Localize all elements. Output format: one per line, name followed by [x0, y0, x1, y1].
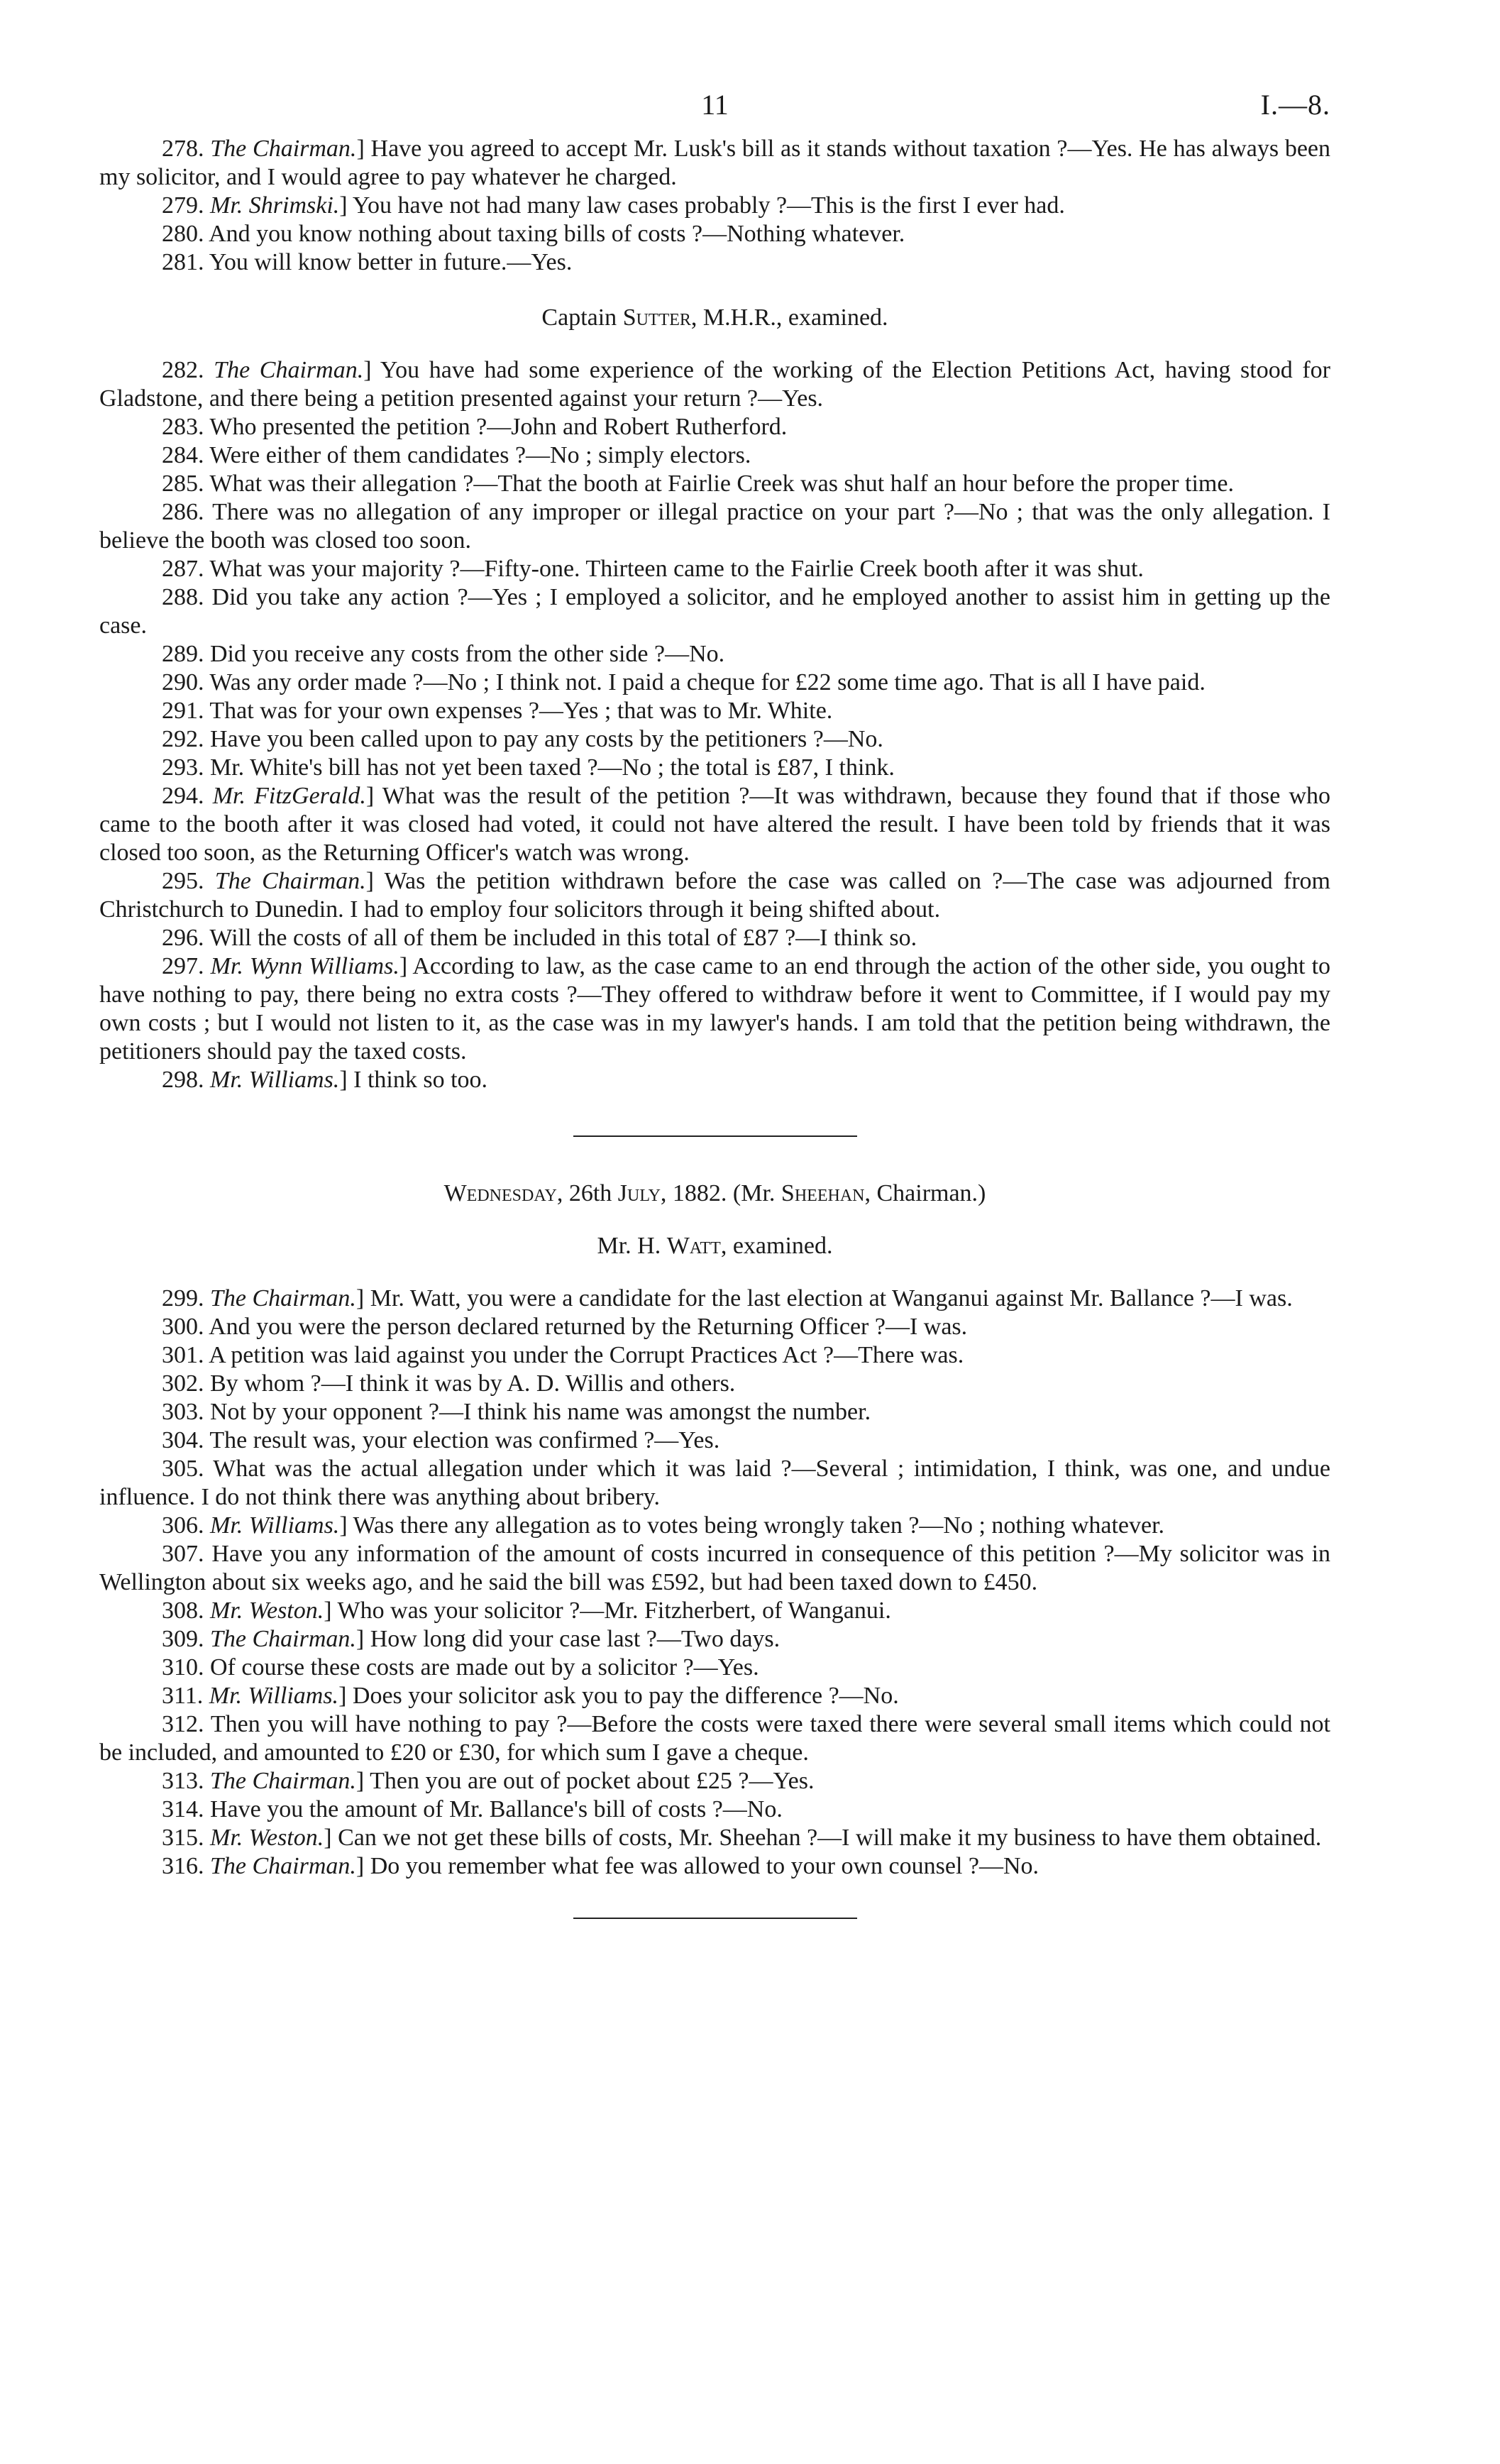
speaker-name: Mr. Wynn Williams. — [210, 953, 399, 979]
question-text: ] Mr. Watt, you were a candidate for the last election at Wanganui against Mr. Ballance ?—I was. — [355, 1285, 1293, 1311]
question-paragraph — [99, 1795, 1330, 1824]
question-number: 296. — [162, 925, 204, 951]
witness-heading-watt — [99, 1232, 1330, 1260]
question-text: ] How long did your case last ?—Two days. — [355, 1626, 781, 1652]
question-text: Did you receive any costs from the other side ?—No. — [210, 641, 725, 667]
question-paragraph — [99, 1285, 1330, 1313]
question-text: A petition was laid against you under the Corrupt Practices Act ?—There was. — [209, 1342, 964, 1368]
heading-prefix: Captain — [541, 304, 623, 331]
question-text: Mr. White's bill has not yet been taxed ?—No ; the total is £87, I think. — [210, 754, 895, 781]
speaker-name: Mr. Weston. — [210, 1825, 324, 1851]
question-paragraph — [99, 1654, 1330, 1682]
section-divider — [573, 1135, 857, 1137]
question-number: 306. — [162, 1512, 204, 1539]
question-text: Of course these costs are made out by a solicitor ?—Yes. — [210, 1654, 759, 1681]
question-paragraph — [99, 1540, 1330, 1597]
question-text: ] Does your solicitor ask you to pay the difference ?—No. — [338, 1683, 899, 1709]
page-header — [99, 91, 1330, 135]
question-number: 288. — [162, 584, 204, 610]
question-text: The result was, your election was confirmed ?—Yes. — [209, 1427, 720, 1453]
document-page — [99, 91, 1330, 1962]
question-paragraph — [99, 220, 1330, 248]
chairman-name: Sheehan — [781, 1180, 865, 1206]
date-day: , 26th — [556, 1180, 618, 1206]
question-paragraph — [99, 441, 1330, 470]
question-paragraph — [99, 924, 1330, 952]
question-paragraph — [99, 640, 1330, 669]
question-number: 287. — [162, 556, 204, 582]
question-text: Have you been called upon to pay any costs by the petitioners ?—No. — [210, 726, 883, 752]
question-paragraph — [99, 1682, 1330, 1710]
question-text: ] Then you are out of pocket about £25 ?—Yes. — [355, 1768, 815, 1794]
question-text: And you were the person declared returned by the Returning Officer ?—I was. — [209, 1314, 968, 1340]
question-text: Who presented the petition ?—John and Robert Rutherford. — [209, 414, 788, 440]
question-text: ] Do you remember what fee was allowed to your own counsel ?—No. — [355, 1853, 1039, 1879]
weekday: Wednesday — [443, 1180, 557, 1206]
question-number: 314. — [162, 1796, 204, 1822]
question-paragraph — [99, 555, 1330, 583]
question-paragraph — [99, 1852, 1330, 1881]
question-paragraph — [99, 1455, 1330, 1512]
question-text: That was for your own expenses ?—Yes ; that was to Mr. White. — [209, 698, 833, 724]
speaker-name: Mr. FitzGerald. — [212, 783, 366, 809]
speaker-name: The Chairman. — [210, 1626, 356, 1652]
question-number: 284. — [162, 442, 204, 468]
question-number: 301. — [162, 1342, 204, 1368]
speaker-name: The Chairman. — [214, 357, 364, 383]
question-text: Did you take any action ?—Yes ; I employed a solicitor, and he employed another to assist him in getting up the case. — [99, 584, 1330, 639]
question-number: 292. — [162, 726, 204, 752]
witness-heading-sutter — [99, 304, 1330, 332]
speaker-name: The Chairman. — [210, 1768, 356, 1794]
month: July — [617, 1180, 661, 1206]
question-paragraph — [99, 754, 1330, 782]
question-number: 313. — [162, 1768, 204, 1794]
question-number: 278. — [162, 136, 204, 162]
question-number: 315. — [162, 1825, 204, 1851]
question-text: And you know nothing about taxing bills of costs ?—Nothing whatever. — [209, 221, 905, 247]
question-text: Were either of them candidates ?—No ; simply electors. — [209, 442, 751, 468]
question-paragraph — [99, 952, 1330, 1066]
speaker-name: The Chairman. — [210, 136, 357, 162]
question-paragraph — [99, 697, 1330, 725]
question-number: 295. — [162, 868, 204, 894]
section-watt-questions — [99, 1285, 1330, 1881]
question-text: Have you any information of the amount of costs incurred in consequence of this petition ?—My solicitor was in Wellington about six weeks ago, and he said the bill was £592, but had been taxed down to £450. — [99, 1541, 1331, 1595]
question-number: 298. — [162, 1067, 204, 1093]
question-number: 289. — [162, 641, 204, 667]
question-text: There was no allegation of any improper or illegal practice on your part ?—No ; that was the only allegation. I believe the booth was closed too soon. — [99, 499, 1330, 554]
question-text: Will the costs of all of them be included in this total of £87 ?—I think so. — [209, 925, 917, 951]
speaker-name: Mr. Williams. — [209, 1683, 339, 1709]
question-number: 294. — [162, 783, 204, 809]
question-text: ] Was there any allegation as to votes being wrongly taken ?—No ; nothing whatever. — [339, 1512, 1165, 1539]
question-text: Not by your opponent ?—I think his name was amongst the number. — [210, 1399, 871, 1425]
speaker-name: The Chairman. — [210, 1285, 356, 1311]
question-number: 309. — [162, 1626, 204, 1652]
question-text: ] What was the result of the petition ?—It was withdrawn, because they found that if those who came to the booth after it was closed had voted, it could not have altered the result. I have been told by friends that it was closed too soon, as the Returning Officer's watch was wrong. — [99, 783, 1331, 866]
question-number: 297. — [162, 953, 204, 979]
speaker-name: Mr. Shrimski. — [210, 192, 340, 219]
question-paragraph — [99, 1767, 1330, 1795]
question-number: 304. — [162, 1427, 204, 1453]
question-paragraph — [99, 1066, 1330, 1094]
question-text: ] You have not had many law cases probably ?—This is the first I ever had. — [339, 192, 1065, 219]
question-number: 299. — [162, 1285, 204, 1311]
section-lusk-questions — [99, 135, 1330, 277]
speaker-name: Mr. Williams. — [210, 1067, 340, 1093]
document-code: I.—8. — [1260, 89, 1330, 121]
question-text: Then you will have nothing to pay ?—Before the costs were taxed there were several small items which could not be included, and amounted to £20 or £30, for which sum I gave a cheque. — [99, 1711, 1331, 1766]
question-paragraph — [99, 498, 1330, 555]
witness-name: Sutter — [622, 304, 691, 331]
question-number: 300. — [162, 1314, 204, 1340]
chairman-suffix: , Chairman.) — [864, 1180, 986, 1206]
question-number: 279. — [162, 192, 204, 219]
question-paragraph — [99, 1398, 1330, 1426]
date-year: , 1882. (Mr. — [660, 1180, 781, 1206]
speaker-name: Mr. Weston. — [210, 1597, 324, 1624]
question-text: Have you the amount of Mr. Ballance's bill of costs ?—No. — [210, 1796, 783, 1822]
question-number: 286. — [162, 499, 204, 525]
page-number: 11 — [701, 89, 729, 121]
question-number: 291. — [162, 698, 204, 724]
question-paragraph — [99, 135, 1330, 192]
speaker-name: The Chairman. — [210, 1853, 356, 1879]
question-text: What was your majority ?—Fifty-one. Thirteen came to the Fairlie Creek booth after it was shut. — [209, 556, 1144, 582]
question-number: 281. — [162, 249, 204, 275]
question-number: 282. — [162, 357, 204, 383]
speaker-name: The Chairman. — [214, 868, 366, 894]
question-paragraph — [99, 1370, 1330, 1398]
question-number: 311. — [162, 1683, 204, 1709]
question-number: 307. — [162, 1541, 204, 1567]
question-number: 302. — [162, 1370, 204, 1397]
question-paragraph — [99, 470, 1330, 498]
question-text: ] You have had some experience of the working of the Election Petitions Act, having stood for Gladstone, and there being a petition presented against your return ?—Yes. — [99, 357, 1330, 412]
question-number: 290. — [162, 669, 204, 695]
question-paragraph — [99, 1426, 1330, 1455]
question-paragraph — [99, 356, 1330, 413]
sitting-date-heading — [99, 1179, 1330, 1208]
question-text: ] Can we not get these bills of costs, Mr. Sheehan ?—I will make it my business to have them obtained. — [324, 1825, 1322, 1851]
witness-name: Watt — [666, 1233, 721, 1259]
question-text: ] Have you agreed to accept Mr. Lusk's bill as it stands without taxation ?—Yes. He has always been my solicitor, and I would agree to pay whatever he charged. — [99, 136, 1331, 190]
question-paragraph — [99, 1597, 1330, 1625]
question-paragraph — [99, 782, 1330, 867]
question-paragraph — [99, 725, 1330, 754]
closing-divider — [573, 1918, 857, 1919]
question-paragraph — [99, 669, 1330, 697]
question-paragraph — [99, 1710, 1330, 1767]
question-paragraph — [99, 248, 1330, 277]
question-text: ] According to law, as the case came to an end through the action of the other side, you ought to have nothing to pay, there being no extra costs ?—They offered to withdraw before it went to Committee, if I would pay my own costs ; but I would not listen to it, as the case was in my lawyer's hands. I am told that the petition being withdrawn, the petitioners should pay the taxed costs. — [99, 953, 1331, 1065]
question-paragraph — [99, 1313, 1330, 1341]
question-text: What was the actual allegation under which it was laid ?—Several ; intimidation, I think, was one, and undue influence. I do not think there was anything about bribery. — [99, 1456, 1330, 1510]
question-paragraph — [99, 413, 1330, 441]
question-paragraph — [99, 583, 1330, 640]
question-text: ] Who was your solicitor ?—Mr. Fitzherbert, of Wanganui. — [324, 1597, 891, 1624]
question-paragraph — [99, 1824, 1330, 1852]
section-sutter-questions — [99, 356, 1330, 1094]
question-paragraph — [99, 867, 1330, 924]
question-number: 285. — [162, 471, 204, 497]
question-text: You will know better in future.—Yes. — [209, 249, 573, 275]
question-number: 305. — [162, 1456, 204, 1482]
question-number: 310. — [162, 1654, 204, 1681]
question-number: 293. — [162, 754, 204, 781]
question-paragraph — [99, 1512, 1330, 1540]
question-text: ] Was the petition withdrawn before the case was called on ?—The case was adjourned from Christchurch to Dunedin. I had to employ four solicitors through it being shifted about. — [99, 868, 1330, 923]
speaker-name: Mr. Williams. — [210, 1512, 340, 1539]
question-number: 312. — [162, 1711, 204, 1737]
question-text: ] I think so too. — [339, 1067, 488, 1093]
question-paragraph — [99, 1625, 1330, 1654]
question-paragraph — [99, 1341, 1330, 1370]
question-number: 308. — [162, 1597, 204, 1624]
question-number: 316. — [162, 1853, 204, 1879]
heading-suffix: , examined. — [720, 1233, 833, 1259]
question-number: 283. — [162, 414, 204, 440]
question-text: By whom ?—I think it was by A. D. Willis and others. — [210, 1370, 736, 1397]
question-number: 303. — [162, 1399, 204, 1425]
heading-prefix: Mr. H. — [597, 1233, 667, 1259]
question-paragraph — [99, 192, 1330, 220]
question-text: What was their allegation ?—That the booth at Fairlie Creek was shut half an hour before the proper time. — [209, 471, 1234, 497]
question-number: 280. — [162, 221, 204, 247]
heading-suffix: , M.H.R., examined. — [690, 304, 888, 331]
question-text: Was any order made ?—No ; I think not. I paid a cheque for £22 some time ago. That is all I have paid. — [209, 669, 1206, 695]
